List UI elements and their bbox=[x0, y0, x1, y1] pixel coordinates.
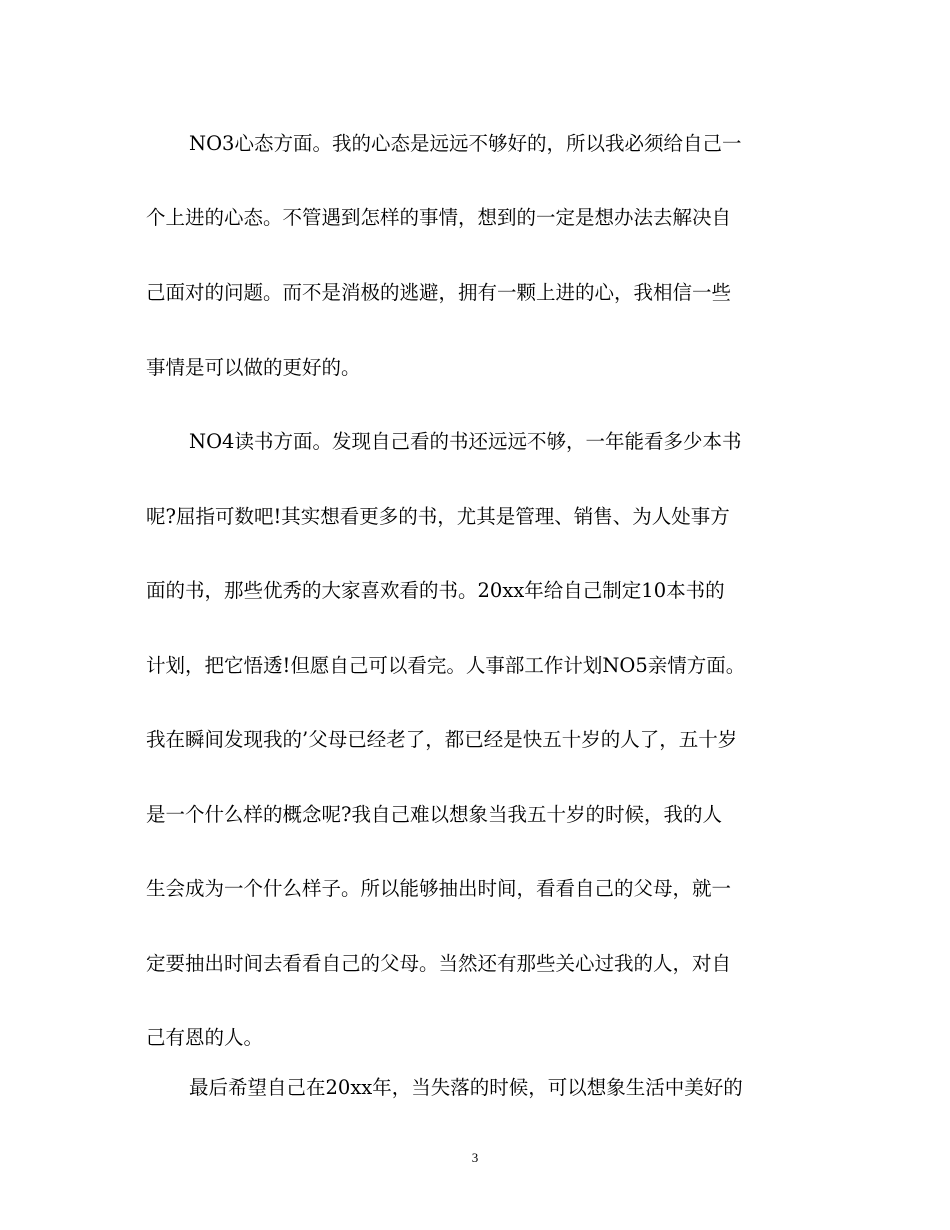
paragraph-mindset-line-1: NO3心态方面。我的心态是远远不够好的，所以我必须给自己一 bbox=[189, 132, 742, 155]
paragraph-reading-line-3: 面的书，那些优秀的大家喜欢看的书。20xx年给自己制定10本书的 bbox=[146, 579, 725, 602]
paragraph-mindset-line-3: 己面对的问题。而不是消极的逃避，拥有一颗上进的心，我相信一些 bbox=[146, 281, 732, 304]
paragraph-reading-line-5: 我在瞬间发现我的’父母已经老了，都已经是快五十岁的人了，五十岁 bbox=[146, 728, 738, 751]
paragraph-reading-line-4: 计划，把它悟透!但愿自己可以看完。人事部工作计划NO5亲情方面。 bbox=[146, 654, 746, 677]
paragraph-mindset-line-2: 个上进的心态。不管遇到怎样的事情，想到的一定是想办法去解决自 bbox=[146, 206, 732, 229]
paragraph-reading-line-9: 己有恩的人。 bbox=[146, 1026, 264, 1049]
paragraph-reading-line-8: 定要抽出时间去看看自己的父母。当然还有那些关心过我的人，对自 bbox=[146, 952, 732, 975]
paragraph-reading-line-1: NO4读书方面。发现自己看的书还远远不够，一年能看多少本书 bbox=[189, 430, 742, 453]
paragraph-mindset-line-4: 事情是可以做的更好的。 bbox=[146, 356, 361, 379]
page-number: 3 bbox=[471, 1150, 479, 1165]
paragraph-reading-line-7: 生会成为一个什么样子。所以能够抽出时间，看看自己的父母，就一 bbox=[146, 877, 732, 900]
paragraph-closing-line-1: 最后希望自己在20xx年，当失落的时候，可以想象生活中美好的 bbox=[189, 1076, 743, 1099]
paragraph-reading-line-6: 是一个什么样的概念呢?我自己难以想象当我五十岁的时候，我的人 bbox=[146, 803, 722, 826]
paragraph-reading-line-2: 呢?屈指可数吧!其实想看更多的书，尤其是管理、销售、为人处事方 bbox=[146, 505, 730, 528]
